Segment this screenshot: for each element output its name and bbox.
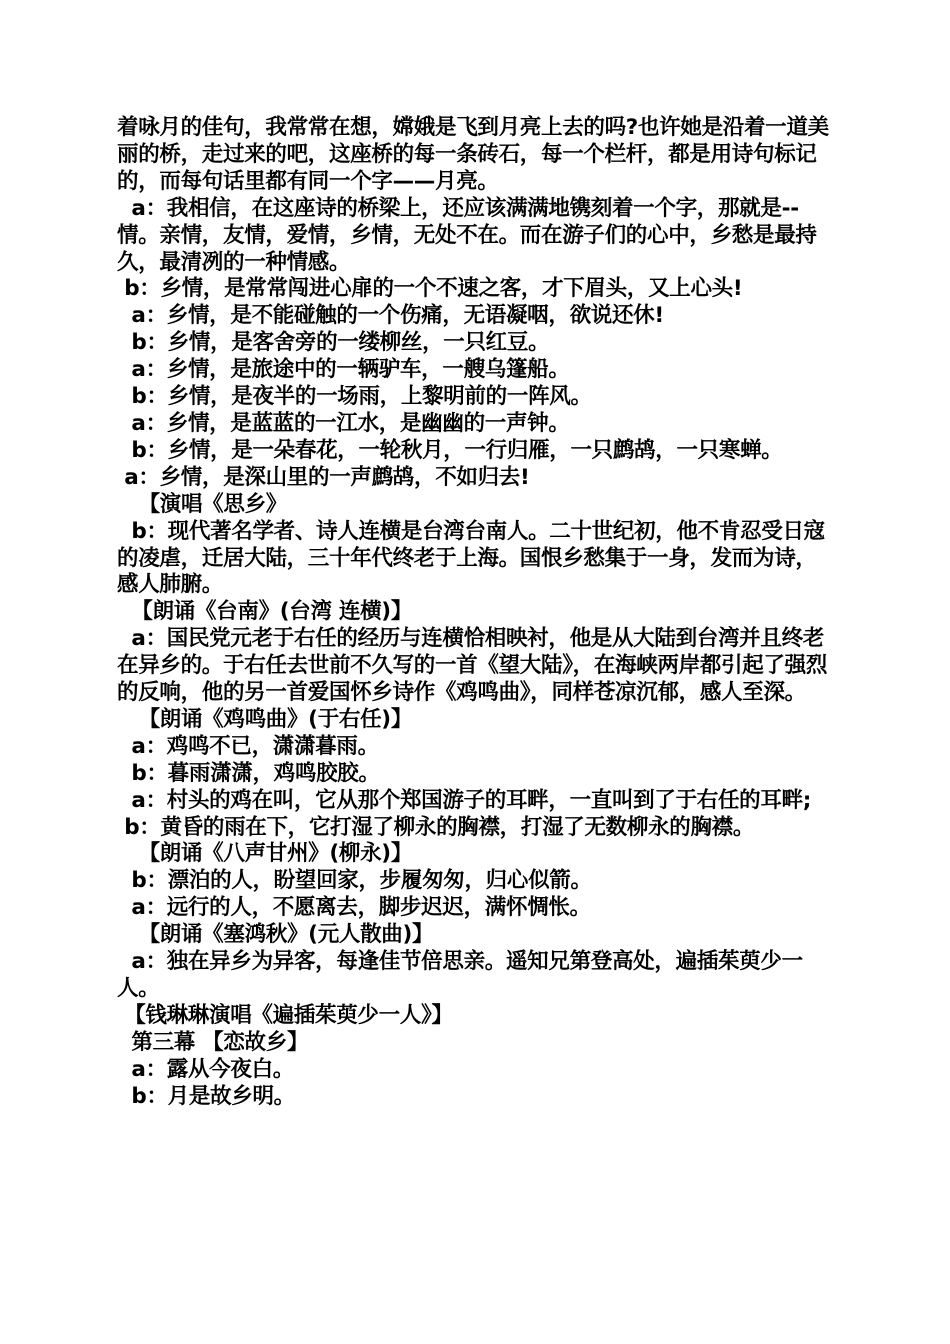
line-b-willow: b：乡情，是客舍旁的一缕柳丝，一只红豆。 — [117, 330, 550, 356]
line-a-partridge: a：乡情，是深山里的一声鹧鸪，不如归去! — [117, 464, 530, 490]
stage-direction-song-qianlinlin: 【钱琳琳演唱《遍插茱萸少一人》】 — [117, 1002, 453, 1028]
line-a-river: a：乡情，是蓝蓝的一江水，是幽幽的一声钟。 — [117, 410, 570, 436]
line-a-cart: a：乡情，是旅途中的一辆驴车，一艘乌篷船。 — [117, 357, 570, 383]
paragraph-a-yuyouren: a：国民党元老于右任的经历与连横恰相映衬，他是从大陆到台湾并且终老在异乡的。于右任去世前不久写的一首《望大陆》，在海峡两岸都引起了强烈的反响，他的另一首爱国怀乡诗作《鸡鸣曲》，同样苍凉沉郁，感人至深。 — [117, 626, 828, 706]
line-b-dusk-rain: b：黄昏的雨在下，它打湿了柳永的胸襟，打湿了无数柳永的胸襟。 — [117, 814, 755, 840]
line-b-flower: b：乡情，是一朵春花，一轮秋月，一行归雁，一只鹧鸪，一只寒蝉。 — [117, 437, 783, 463]
line-b-rain: b：乡情，是夜半的一场雨，上黎明前的一阵风。 — [117, 384, 592, 410]
line-a-village-rooster: a：村头的鸡在叫，它从那个郑国游子的耳畔，一直叫到了于右任的耳畔; — [117, 787, 812, 813]
stage-direction-sing-sixiang: 【演唱《思乡》 — [117, 491, 287, 517]
line-a-traveler: a：远行的人，不愿离去，脚步迟迟，满怀惆怅。 — [117, 895, 591, 921]
line-a-poem-double-ninth: a：独在异乡为异客，每逢佳节倍思亲。遥知兄第登高处，遍插茱萸少一人。 — [117, 949, 803, 1001]
stage-direction-recite-tainan: 【朗诵《台南》(台湾 连横)】 — [117, 599, 413, 625]
line-b-uninvited-guest: b：乡情，是常常闯进心扉的一个不速之客，才下眉头，又上心头! — [117, 276, 743, 302]
line-b-wanderer: b：漂泊的人，盼望回家，步履匆匆，归心似箭。 — [117, 868, 592, 894]
stage-direction-recite-bashengganzhou: 【朗诵《八声甘州》(柳永)】 — [117, 841, 413, 867]
line-a-pain: a：乡情，是不能碰触的一个伤痛，无语凝咽，欲说还休! — [117, 303, 664, 329]
stage-direction-recite-saihongqiu: 【朗诵《塞鸿秋》(元人散曲)】 — [117, 922, 434, 948]
line-b-moon-hometown: b：月是故乡明。 — [117, 1083, 295, 1109]
line-a-rooster: a：鸡鸣不已，潇潇暮雨。 — [117, 733, 379, 759]
paragraph-b-lianheng: b：现代著名学者、诗人连横是台湾台南人。二十世纪初，他不肯忍受日寇的凌虐，迁居大陆，三十年代终老于上海。国恨乡愁集于一身，发而为诗，感人肺腑。 — [117, 518, 825, 598]
document-page — [117, 115, 837, 1111]
line-b-evening-rain: b：暮雨潇潇，鸡鸣胶胶。 — [117, 760, 380, 786]
line-a-dew: a：露从今夜白。 — [117, 1056, 294, 1082]
paragraph-moon-bridge: 着咏月的佳句，我常常在想，嫦娥是飞到月亮上去的吗?也许她是沿着一道美丽的桥，走过来的吧，这座桥的每一条砖石，每一个栏杆，都是用诗句标记的，而每句话里都有同一个字——月亮。 — [117, 115, 829, 194]
paragraph-a-emotion: a：我相信，在这座诗的桥梁上，还应该满满地镌刻着一个字，那就是--情。亲情，友情，爱情，乡情，无处不在。而在游子们的心中，乡愁是最持久，最清冽的一种情感。 — [117, 195, 817, 275]
act-three-heading: 第三幕 【恋故乡】 — [117, 1029, 309, 1055]
stage-direction-recite-jimingqu: 【朗诵《鸡鸣曲》(于右任)】 — [117, 706, 413, 732]
